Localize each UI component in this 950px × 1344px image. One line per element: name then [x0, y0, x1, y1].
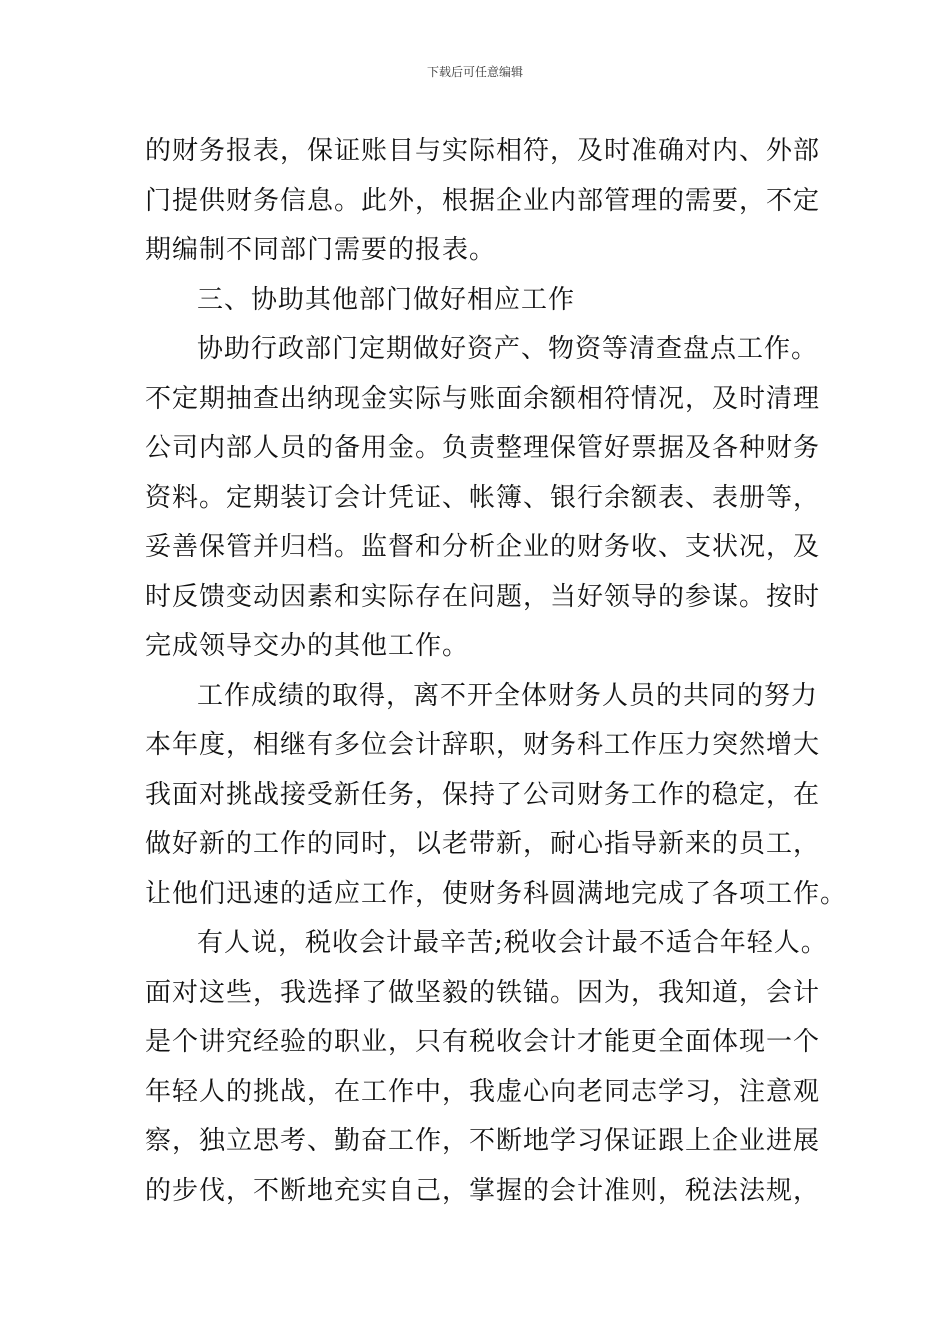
text-line: 察，独立思考、勤奋工作，不断地学习保证跟上企业进展	[145, 1126, 821, 1156]
text-line: 时反馈变动因素和实际存在问题，当好领导的参谋。按时	[145, 581, 821, 612]
text-line: 门提供财务信息。此外，根据企业内部管理的需要，不定	[145, 185, 821, 216]
text-line: 的财务报表，保证账目与实际相符，及时准确对内、外部	[145, 136, 821, 166]
text-line: 不定期抽查出纳现金实际与账面余额相符情况，及时清理	[145, 383, 821, 414]
text-line: 妥善保管并归档。监督和分析企业的财务收、支状况，及	[145, 532, 821, 562]
text-line: 公司内部人员的备用金。负责整理保管好票据及各种财务	[145, 433, 821, 463]
text-line: 期编制不同部门需要的报表。	[145, 235, 497, 265]
text-line: 工作成绩的取得，离不开全体财务人员的共同的努力	[197, 680, 819, 711]
text-line: 的步伐，不断地充实自己，掌握的会计准则，税法法规，	[145, 1175, 821, 1206]
page-header: 下载后可任意编辑	[426, 65, 523, 79]
text-line: 本年度，相继有多位会计辞职，财务科工作压力突然增大	[145, 730, 821, 760]
text-line: 完成领导交办的其他工作。	[145, 631, 470, 661]
document-body	[145, 127, 848, 1216]
text-line: 让他们迅速的适应工作，使财务科圆满地完成了各项工作。	[145, 878, 848, 909]
text-line: 是个讲究经验的职业，只有税收会计才能更全面体现一个	[145, 1027, 821, 1057]
text-line: 年轻人的挑战，在工作中，我虚心向老同志学习，注意观	[145, 1076, 821, 1107]
text-line: 面对这些，我选择了做坚毅的铁锚。因为，我知道，会计	[145, 977, 821, 1008]
section-heading: 三、协助其他部门做好相应工作	[197, 284, 576, 315]
text-line: 有人说，税收会计最辛苦;税收会计最不适合年轻人。	[197, 928, 828, 958]
text-line: 协助行政部门定期做好资产、物资等清查盘点工作。	[197, 334, 819, 364]
text-line: 做好新的工作的同时，以老带新，耐心指导新来的员工，	[145, 829, 821, 859]
text-line: 我面对挑战接受新任务，保持了公司财务工作的稳定，在	[145, 779, 821, 810]
text-line: 资料。定期装订会计凭证、帐簿、银行余额表、表册等，	[145, 482, 821, 513]
